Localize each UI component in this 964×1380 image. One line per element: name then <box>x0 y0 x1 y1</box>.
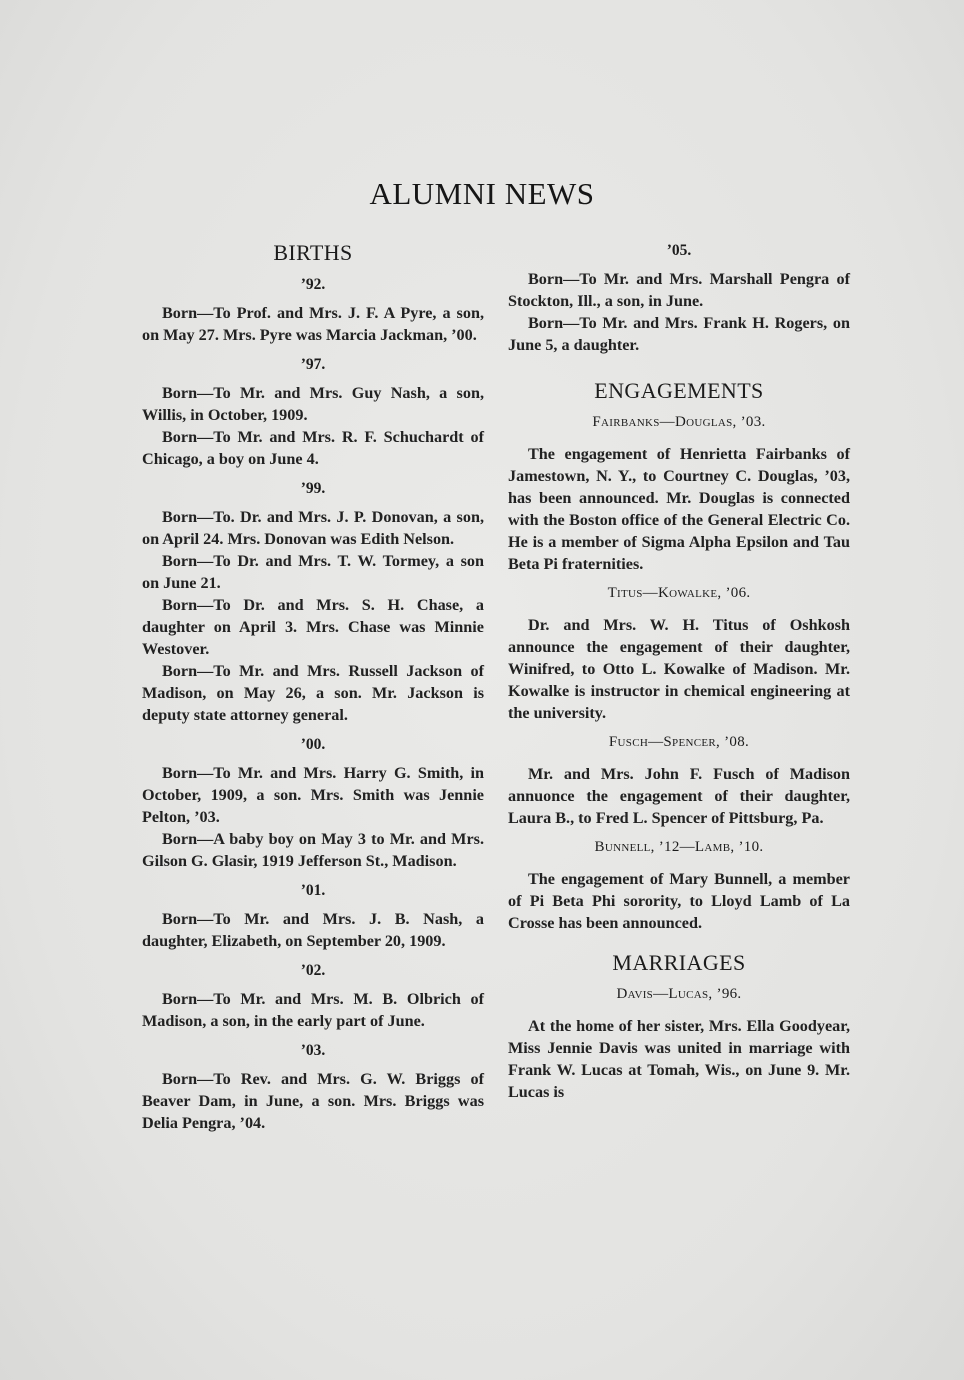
birth-entry: Born—To Mr. and Mrs. Guy Nash, a son, Willis, in October, 1909. <box>142 384 484 424</box>
class-year: ’05. <box>666 242 692 259</box>
engagement-text: Dr. and Mrs. W. H. Titus of Oshkosh announce the engagement of their daughter, Winifred, to Otto L. Kowalke of Madison. Mr. Kowalke is instructor in chemical engineering at the university. <box>508 616 850 722</box>
engagement-names: Fusch—Spencer, ’08. <box>608 734 750 750</box>
birth-entry: Born—To Mr. and Mrs. Frank H. Rogers, on June 5, a daughter. <box>508 314 850 354</box>
class-year: ’03. <box>300 1042 326 1059</box>
birth-entry: Born—To Dr. and Mrs. T. W. Tormey, a son on June 21. <box>142 552 484 592</box>
birth-entry: Born—To Mr. and Mrs. Harry G. Smith, in October, 1909, a son. Mrs. Smith was Jennie Pelton, ’03. <box>142 764 484 826</box>
marriage-text: At the home of her sister, Mrs. Ella Goodyear, Miss Jennie Davis was united in marriage with Frank W. Lucas at Tomah, Wis., on June 9. Mr. Lucas is <box>508 1017 850 1101</box>
birth-entry: Born—To Mr. and Mrs. Russell Jackson of Madison, on May 26, a son. Mr. Jackson is deputy state attorney general. <box>142 662 484 724</box>
class-year: ’92. <box>300 276 326 293</box>
birth-entry: Born—To Mr. and Mrs. M. B. Olbrich of Madison, a son, in the early part of June. <box>142 990 484 1030</box>
left-column <box>142 238 484 1134</box>
engagement-names: Bunnell, ’12—Lamb, ’10. <box>594 839 764 855</box>
birth-entry: Born—To Mr. and Mrs. R. F. Schuchardt of Chicago, a boy on June 4. <box>142 428 484 468</box>
right-column <box>508 238 850 1103</box>
class-year: ’99. <box>300 480 326 497</box>
birth-entry: Born—To. Dr. and Mrs. J. P. Donovan, a son, on April 24. Mrs. Donovan was Edith Nelson. <box>142 508 484 548</box>
birth-entry: Born—A baby boy on May 3 to Mr. and Mrs. Gilson G. Glasir, 1919 Jefferson St., Madison. <box>142 830 484 870</box>
class-year: ’02. <box>300 962 326 979</box>
marriage-names: Davis—Lucas, ’96. <box>616 986 742 1002</box>
page-title: ALUMNI NEWS <box>369 176 595 211</box>
class-year: ’97. <box>300 356 326 373</box>
engagement-names: Titus—Kowalke, ’06. <box>607 585 751 601</box>
birth-entry: Born—To Mr. and Mrs. J. B. Nash, a daughter, Elizabeth, on September 20, 1909. <box>142 910 484 950</box>
engagement-text: The engagement of Henrietta Fairbanks of Jamestown, N. Y., to Courtney C. Douglas, ’03, has been announced. Mr. Douglas is connected with the Boston office of the General Electric Co. He is a member of Sigma Alpha Epsilon and Tau Beta Pi fraternities. <box>508 445 850 573</box>
birth-entry: Born—To Mr. and Mrs. Marshall Pengra of Stockton, Ill., a son, in June. <box>508 270 850 310</box>
birth-entry: Born—To Dr. and Mrs. S. H. Chase, a daughter on April 3. Mrs. Chase was Minnie Westover. <box>142 596 484 658</box>
marriages-heading: MARRIAGES <box>612 950 746 975</box>
birth-entry: Born—To Prof. and Mrs. J. F. A Pyre, a son, on May 27. Mrs. Pyre was Marcia Jackman, ’00. <box>142 304 484 344</box>
engagements-heading: ENGAGEMENTS <box>594 378 764 403</box>
class-year: ’00. <box>300 736 326 753</box>
engagement-text: The engagement of Mary Bunnell, a member of Pi Beta Phi sorority, to Lloyd Lamb of La Crosse has been announced. <box>508 870 850 932</box>
class-year: ’01. <box>300 882 326 899</box>
engagement-text: Mr. and Mrs. John F. Fusch of Madison annuonce the engagement of their daughter, Laura B., to Fred L. Spencer of Pittsburg, Pa. <box>508 765 850 827</box>
birth-entry: Born—To Rev. and Mrs. G. W. Briggs of Beaver Dam, in June, a son. Mrs. Briggs was Delia Pengra, ’04. <box>142 1070 484 1132</box>
births-heading: BIRTHS <box>273 240 353 265</box>
engagement-names: Fairbanks—Douglas, ’03. <box>592 414 766 430</box>
